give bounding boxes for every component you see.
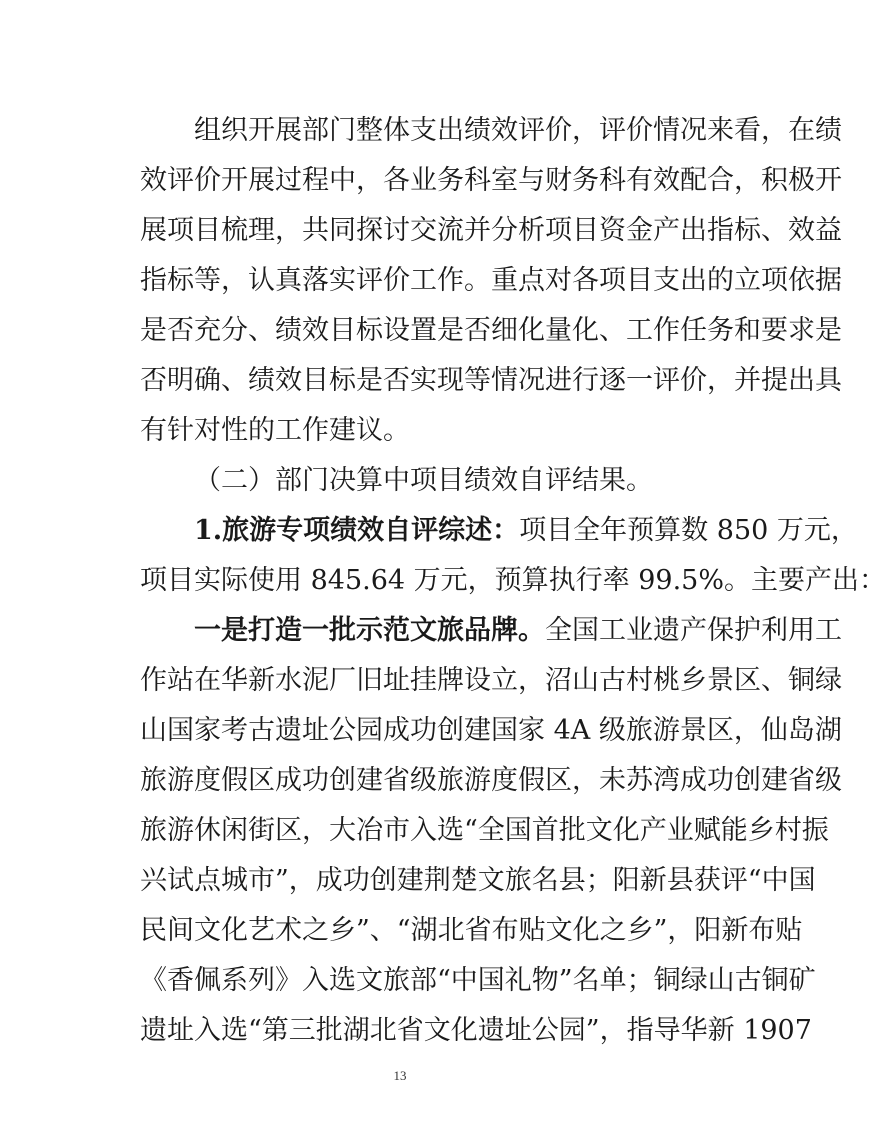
text-line-2: 效评价开展过程中，各业务科室与财务科有效配合，积极开: [140, 165, 842, 196]
text-line-5: 是否充分、绩效目标设置是否细化量化、工作任务和要求是: [140, 315, 842, 346]
text-line-19: 遗址入选“第三批湖北省文化遗址公园”，指导华新 1907: [140, 1015, 812, 1046]
text-line-17: 民间文化艺术之乡”、“湖北省布贴文化之乡”，阳新布贴: [140, 915, 803, 946]
text-line-15: 旅游休闲街区，大冶市入选“全国首批文化产业赋能乡村振: [140, 815, 829, 846]
text-line-16: 兴试点城市”，成功创建荆楚文旅名县；阳新县获评“中国: [140, 865, 816, 896]
page-number: 13: [393, 1068, 407, 1083]
subsection-text: 项目全年预算数 850 万元，: [519, 515, 858, 546]
text-line-7: 有针对性的工作建议。: [140, 415, 410, 446]
text-line-3: 展项目梳理，共同探讨交流并分析项目资金产出指标、效益: [140, 215, 842, 246]
text-line-12: 作站在华新水泥厂旧址挂牌设立，沼山古村桃乡景区、铜绿: [140, 665, 842, 696]
text-line-18: 《香佩系列》入选文旅部“中国礼物”名单；铜绿山古铜矿: [140, 965, 816, 996]
text-line-10: 项目实际使用 845.64 万元，预算执行率 99.5%。主要产出：: [140, 565, 886, 596]
text-line-13: 山国家考古遗址公园成功创建国家 4A 级旅游景区，仙岛湖: [140, 715, 842, 746]
point-one-line: [194, 613, 842, 649]
section-heading: （二）部门决算中项目绩效自评结果。: [194, 465, 653, 496]
text-line-1: 组织开展部门整体支出绩效评价，评价情况来看，在绩: [194, 115, 842, 146]
subsection-line: [194, 513, 858, 549]
text-line-4: 指标等，认真落实评价工作。重点对各项目支出的立项依据: [140, 265, 842, 296]
subsection-heading: 1.旅游专项绩效自评综述：: [194, 515, 520, 546]
point-one-text: 全国工业遗产保护利用工: [545, 615, 842, 646]
text-line-14: 旅游度假区成功创建省级旅游度假区，未苏湾成功创建省级: [140, 765, 842, 796]
text-line-6: 否明确、绩效目标是否实现等情况进行逐一评价，并提出具: [140, 365, 842, 396]
point-one-heading: 一是打造一批示范文旅品牌。: [194, 615, 545, 646]
